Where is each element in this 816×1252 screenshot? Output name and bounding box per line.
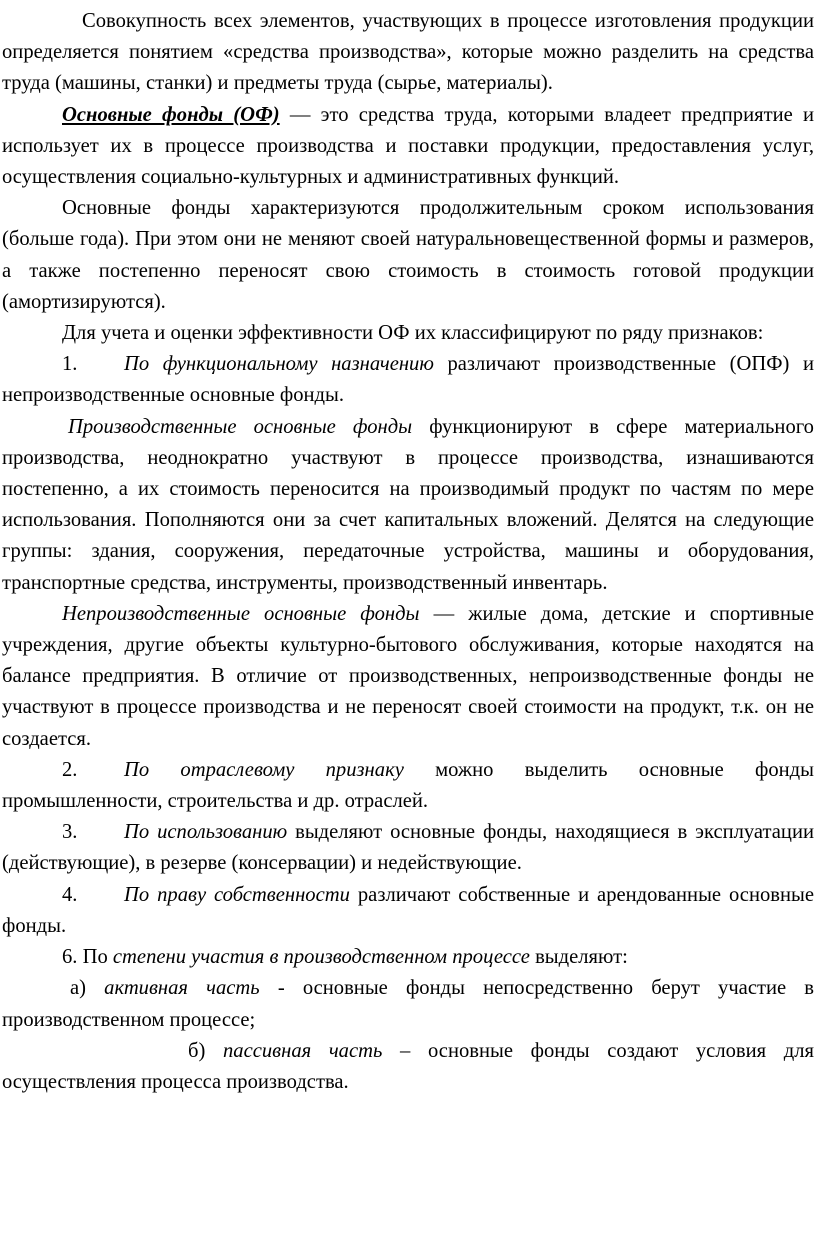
paragraph-text: Совокупность всех элементов, участвующих в процессе изготовления продукции определяется понятием «средства производства», которые можно разделить на средства труда (машины, станки) и предметы труда (сырье, материалы). bbox=[2, 10, 814, 95]
list-item-criterion: По праву собственности bbox=[124, 883, 350, 906]
list-item-6 bbox=[2, 942, 814, 973]
list-number: 2. bbox=[62, 758, 78, 781]
list-number: 1. bbox=[62, 353, 78, 376]
paragraph-text: – основные фонды создают условия для осуществления процесса производства. bbox=[2, 1039, 814, 1093]
list-item-criterion: степени участия в производственном процессе bbox=[112, 946, 530, 969]
list-item-criterion: По функциональному назначению bbox=[124, 353, 434, 376]
list-number: 4. bbox=[62, 883, 78, 906]
term-passive-part: пассивная часть bbox=[223, 1039, 383, 1062]
paragraph-fixed-assets-characteristics bbox=[2, 193, 814, 318]
paragraph-text: - основные фонды непосредственно берут участие в производственном процессе; bbox=[2, 977, 814, 1031]
list-item-1 bbox=[2, 349, 814, 411]
paragraph-text: — жилые дома, детские и спортивные учреждения, другие объекты культурно-бытового обслуживания, которые находятся на балансе предприятия. В отличие от производственных, непроизводственные фонды не участвуют в процессе производства и не переносят своей стоимости на продукт, т.к. он не создается. bbox=[2, 602, 814, 750]
list-number: 3. bbox=[62, 821, 78, 844]
sub-item-b bbox=[2, 1036, 814, 1098]
term-production-assets: Производственные основные фонды bbox=[68, 415, 413, 438]
list-item-criterion: По использованию bbox=[124, 821, 288, 844]
paragraph-production-assets bbox=[2, 412, 814, 599]
paragraph-text: выделяют: bbox=[529, 946, 628, 969]
paragraph-text: выделяют основные фонды, находящиеся в эксплуатации (действующие), в резерве (консервации) и недействующие. bbox=[2, 821, 814, 875]
paragraph-means-of-production bbox=[2, 6, 814, 100]
sub-item-prefix: б) bbox=[188, 1039, 223, 1062]
paragraph-fixed-assets-definition bbox=[2, 100, 814, 194]
list-item-4 bbox=[2, 880, 814, 942]
paragraph-text: можно выделить основные фонды промышленности, строительства и др. отраслей. bbox=[2, 758, 814, 813]
list-prefix: 6. По bbox=[62, 946, 113, 969]
term-fixed-assets: Основные фонды (ОФ) bbox=[62, 103, 280, 126]
term-active-part: активная часть bbox=[104, 977, 260, 1000]
paragraph-text: различают производственные (ОПФ) и непроизводственные основные фонды. bbox=[2, 353, 814, 407]
paragraph-classification-intro bbox=[2, 318, 814, 349]
paragraph-nonproduction-assets bbox=[2, 599, 814, 755]
paragraph-text: Для учета и оценки эффективности ОФ их классифицируют по ряду признаков: bbox=[62, 322, 764, 345]
paragraph-text: различают собственные и арендованные основные фонды. bbox=[2, 883, 814, 937]
paragraph-text: Основные фонды характеризуются продолжительным сроком использования (больше года). При этом они не меняют своей натуральновещественной формы и размеров, а также постепенно переносят свою стоимость в стоимость готовой продукции (амортизируются). bbox=[2, 197, 814, 313]
term-nonproduction-assets: Непроизводственные основные фонды bbox=[62, 602, 420, 625]
paragraph-text: функционируют в сфере материального производства, неоднократно участвуют в процессе производства, изнашиваются постепенно, а их стоимость переносится на производимый продукт по частям по мере использования. Пополняются они за счет капитальных вложений. Делятся на следующие группы: здания, сооружения, передаточные устройства, машины и оборудования, транспортные средства, инструменты, производственный инвентарь. bbox=[2, 415, 814, 594]
list-item-2 bbox=[2, 755, 814, 817]
list-item-3 bbox=[2, 817, 814, 879]
list-item-criterion: По отраслевому признаку bbox=[124, 758, 404, 781]
paragraph-text: — это средства труда, которыми владеет предприятие и использует их в процессе производства и поставки продукции, предоставления услуг, осуществления социально-культурных и административных функций. bbox=[2, 103, 814, 189]
sub-item-a bbox=[2, 973, 814, 1035]
sub-item-prefix: а) bbox=[70, 977, 105, 1000]
